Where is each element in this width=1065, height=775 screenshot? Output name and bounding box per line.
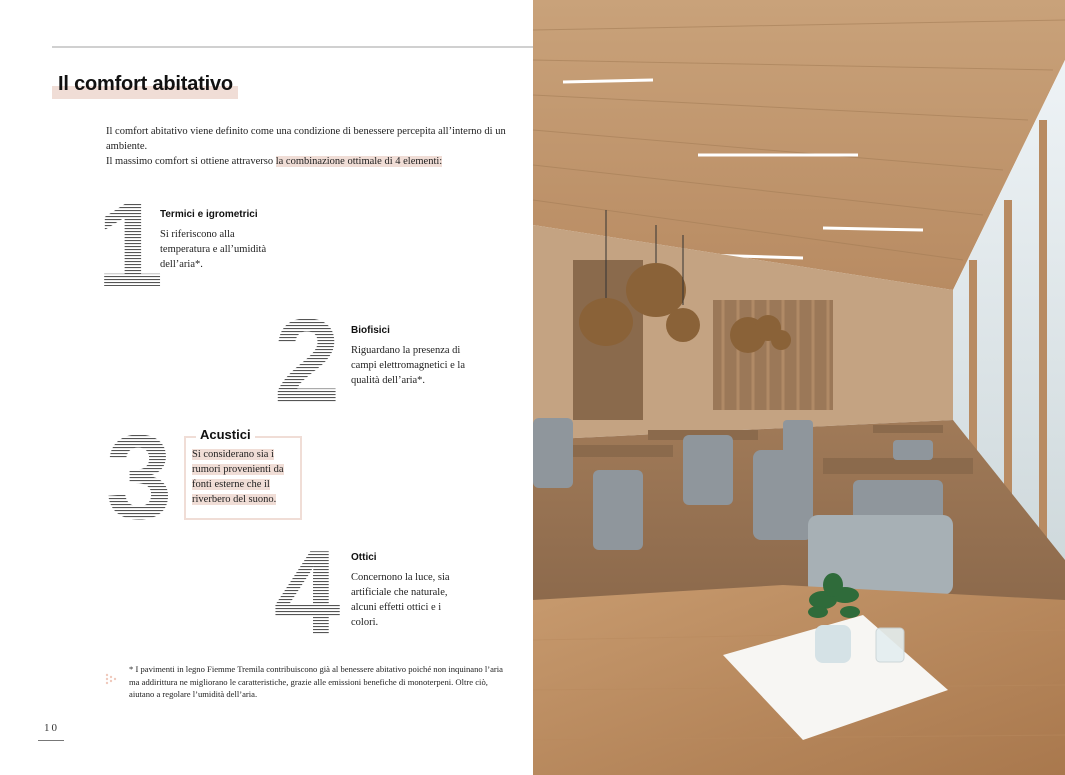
element-3-title: Acustici: [196, 427, 255, 442]
number-3-graphic: [102, 410, 176, 544]
top-divider: [52, 46, 536, 48]
element-4-text: Concernono la luce, sia artificiale che naturale, alcuni effetti ottici e i colori.: [351, 572, 450, 628]
element-2-title: Biofisici: [351, 325, 390, 336]
intro-paragraph: [106, 124, 516, 169]
page-number: 10: [44, 722, 59, 734]
element-3-text: [192, 447, 300, 507]
element-2-text: Riguardano la presenza di campi elettromagnetici e la qualità dell’aria*.: [351, 345, 465, 386]
footnote: * I pavimenti in legno Fiemme Tremila contribuiscono già al benessere abitativo poiché non inquinano l’aria ma addirittura ne migliorano le caratteristiche, grazie alle emissioni benefiche di monoterpeni. Oltre ciò, aiutano a regolare l’umidità dell’aria.: [129, 664, 503, 699]
number-2-graphic: [270, 294, 344, 428]
intro-line-2: [106, 154, 516, 169]
element-1-text: Si riferiscono alla temperatura e all’umidità dell’aria*.: [160, 229, 267, 270]
element-1-title: Termici e igrometrici: [160, 209, 258, 220]
restaurant-interior-photo: [533, 0, 1065, 775]
page-number-rule: [38, 740, 64, 741]
dotted-triangle-icon: [104, 672, 120, 688]
number-4: 4: [273, 526, 341, 660]
element-4-title: Ottici: [351, 552, 377, 563]
element-3-text-highlight: Si considerano sia i rumori provenienti da fonti esterne che il riverbero del suono.: [192, 449, 284, 505]
number-4-graphic: [270, 526, 344, 660]
number-3: 3: [105, 410, 173, 544]
number-1-graphic: [96, 178, 164, 312]
intro-line-1: Il comfort abitativo viene definito come una condizione di benessere percepita all’interno di un ambiente.: [106, 126, 506, 152]
number-1: 1: [96, 178, 164, 312]
page-title: Il comfort abitativo: [58, 73, 233, 95]
intro-highlight: la combinazione ottimale di 4 elementi:: [275, 156, 443, 167]
intro-line-2-start: Il massimo comfort si ottiene attraverso: [106, 156, 276, 167]
number-2: 2: [273, 294, 341, 428]
